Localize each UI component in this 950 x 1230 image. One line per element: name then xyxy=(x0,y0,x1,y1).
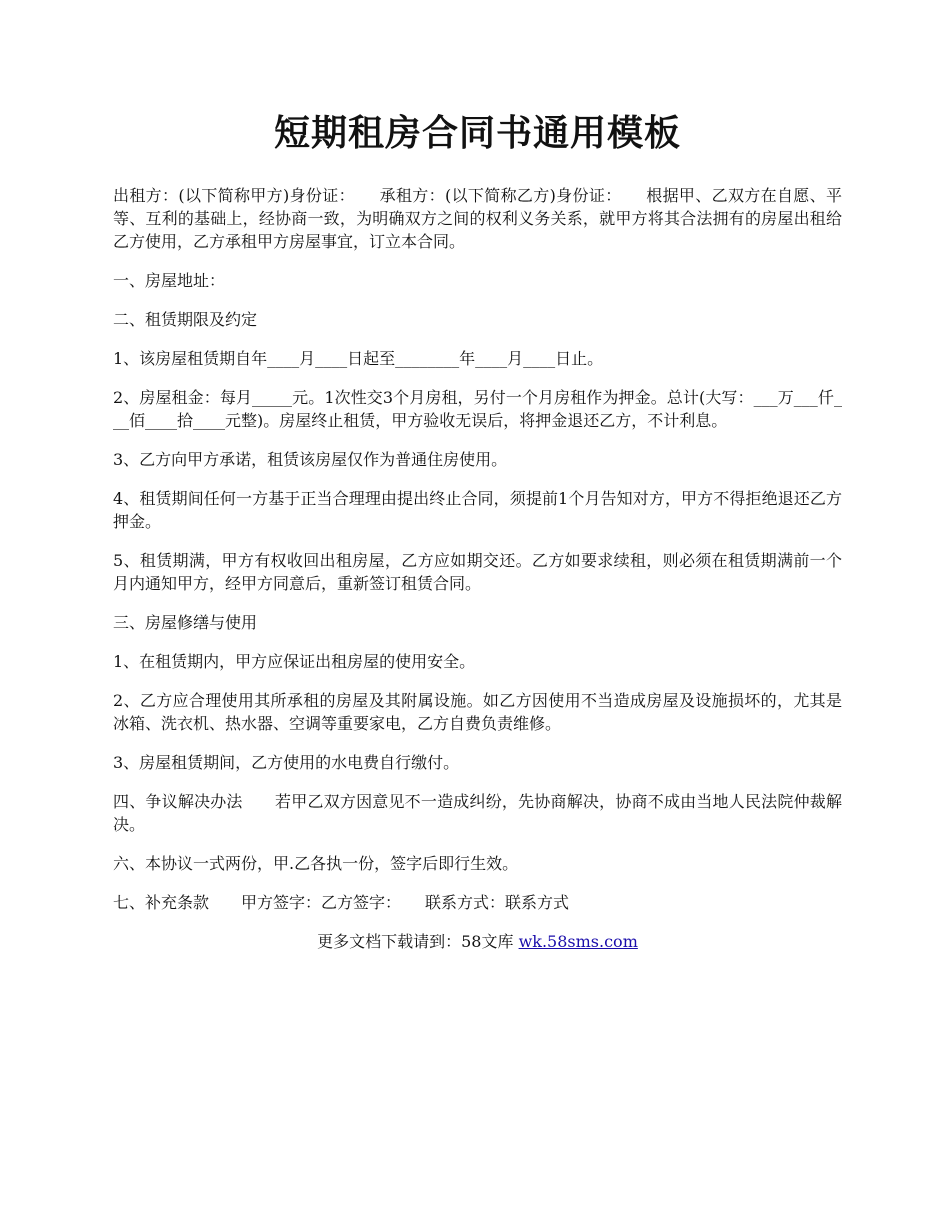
clause-utilities: 3、房屋租赁期间，乙方使用的水电费自行缴付。 xyxy=(113,753,460,772)
section-dispute-resolution: 四、争议解决办法 若甲乙双方因意见不一造成纠纷，先协商解决，协商不成由当地人民法院仲裁解决。 xyxy=(113,792,842,834)
document-title: 短期租房合同书通用模板 xyxy=(273,112,681,154)
section-copies: 六、本协议一式两份，甲.乙各执一份，签字后即行生效。 xyxy=(113,854,519,873)
download-footer xyxy=(113,930,842,953)
clause-usage-promise: 3、乙方向甲方承诺，租赁该房屋仅作为普通住房使用。 xyxy=(113,450,508,469)
clause-rent: 2、房屋租金：每月_____元。1次性交3个月房租，另付一个月房租作为押金。总计(大写：___万___仟___佰____拾____元整)。房屋终止租赁，甲方验收无误后，将押金退还乙方，不计利息。 xyxy=(113,388,842,430)
clause-facilities: 2、乙方应合理使用其所承租的房屋及其附属设施。如乙方因使用不当造成房屋及设施损坏的，尤其是冰箱、洗衣机、热水器、空调等重要家电，乙方自费负责维修。 xyxy=(113,691,842,733)
section-heading-address: 一、房屋地址： xyxy=(113,271,226,290)
clause-lease-expiry: 5、租赁期满，甲方有权收回出租房屋，乙方应如期交还。乙方如要求续租，则必须在租赁期满前一个月内通知甲方，经甲方同意后，重新签订租赁合同。 xyxy=(113,551,842,593)
section-supplementary-signatures: 七、补充条款 甲方签字：乙方签字： 联系方式：联系方式 xyxy=(113,893,570,912)
section-heading-repair: 三、房屋修缮与使用 xyxy=(113,613,258,632)
clause-safety: 1、在租赁期内，甲方应保证出租房屋的使用安全。 xyxy=(113,652,476,671)
footer-text: 更多文档下载请到：58文库 xyxy=(317,932,519,951)
footer-link[interactable]: wk.58sms.com xyxy=(518,932,638,951)
clause-lease-period: 1、该房屋租赁期自年____月____日起至________年____月____日止。 xyxy=(113,349,604,368)
section-heading-lease-term: 二、租赁期限及约定 xyxy=(113,310,258,329)
paragraph-intro: 出租方：(以下简称甲方)身份证： 承租方：(以下简称乙方)身份证： 根据甲、乙双方在自愿、平等、互利的基础上，经协商一致，为明确双方之间的权利义务关系，就甲方将其合法拥有的房屋出租给乙方使用，乙方承租甲方房屋事宜，订立本合同。 xyxy=(113,186,842,251)
clause-early-termination: 4、租赁期间任何一方基于正当合理理由提出终止合同，须提前1个月告知对方，甲方不得拒绝退还乙方押金。 xyxy=(113,489,842,531)
